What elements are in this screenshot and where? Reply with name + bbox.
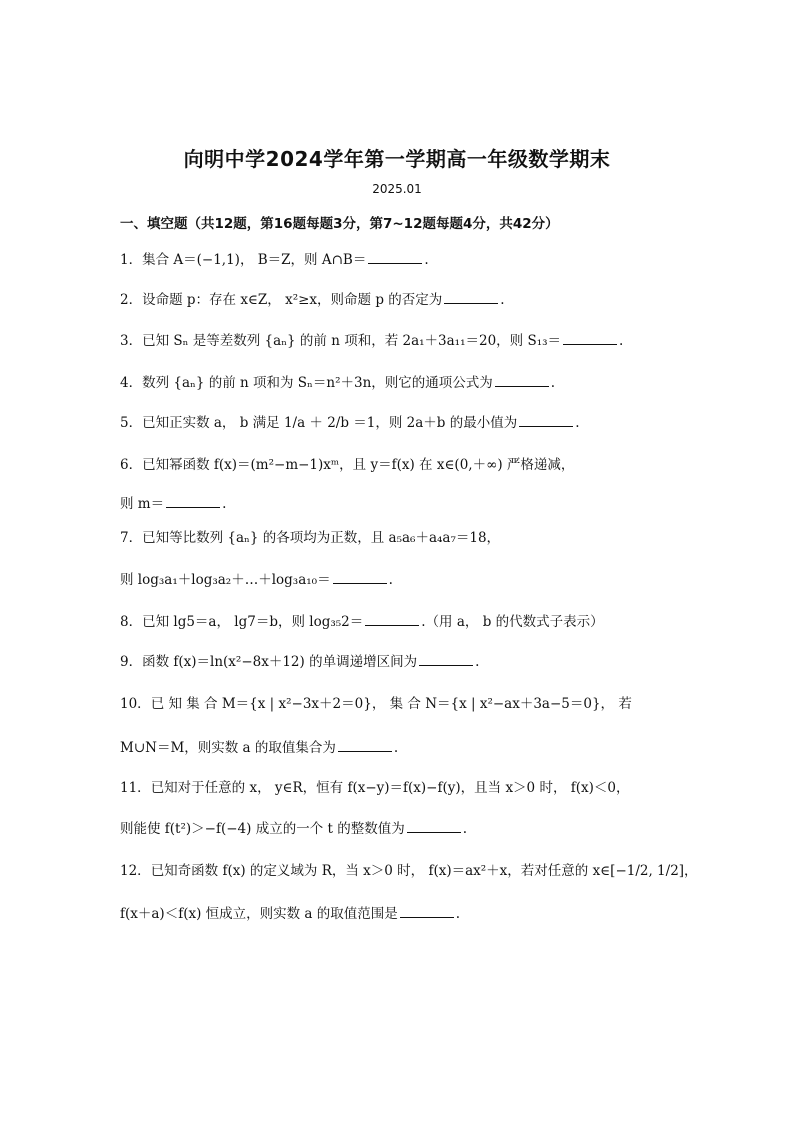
answer-blank [519,412,573,427]
question-text: 则 log₃a₁＋log₃a₂＋…＋log₃a₁₀＝ [120,572,331,588]
question-text: 集合 A＝(−1,1)， B＝Z，则 A∩B＝ [142,252,367,268]
question-12 [120,861,698,881]
answer-blank [338,737,392,752]
question-text: 已 知 集 合 M＝{x | x²−3x＋2＝0}， 集 合 N＝{x | x²−ax＋3a−5＝0}， 若 [150,696,632,712]
question-number: 12． [120,863,151,879]
question-number: 4． [120,375,143,391]
question-text: 设命题 p：存在 x∈Z， x²≥x，则命题 p 的否定为 [142,292,443,308]
question-text: 已知对于任意的 x， y∈R，恒有 f(x−y)＝f(x)−f(y)，且当 x＞0 时， f(x)＜0， [150,780,630,796]
question-6 [120,455,574,475]
answer-blank [444,289,498,304]
question-tail: . [424,252,429,268]
question-5 [120,412,580,433]
question-number: 1． [120,252,143,268]
question-text: 已知幂函数 f(x)＝(m²−m−1)xᵐ，且 y＝f(x) 在 x∈(0,＋∞) 严格递减， [142,457,575,473]
question-text: 数列 {aₙ} 的前 n 项和为 Sₙ＝n²＋3n，则它的通项公式为 [142,375,493,391]
question-tail: . [575,415,580,431]
question-tail: . [462,821,467,837]
answer-blank [407,818,461,833]
question-text: 则能使 f(t²)＞−f(−4) 成立的一个 t 的整数值为 [120,821,405,837]
section-heading: 一、填空题（共12题，第16题每题3分，第7~12题每题4分，共42分） [120,216,559,232]
question-text: 已知 lg5＝a， lg7＝b，则 log₃₅2＝ [142,614,364,630]
question-10-continued [120,737,398,758]
answer-blank [333,569,387,584]
question-tail: . [550,375,556,391]
answer-blank [400,903,454,918]
question-tail: . [455,906,461,922]
question-text: 已知等比数列 {aₙ} 的各项均为正数，且 a₅a₆＋a₄a₇＝18， [142,530,501,546]
question-number: 10． [120,696,151,712]
exam-title: 向明中学2024学年第一学期高一年级数学期末 [183,147,611,171]
question-text: M∪N＝M，则实数 a 的取值集合为 [120,740,336,756]
question-number: 9． [120,654,143,670]
question-number: 7． [120,530,143,546]
exam-date: 2025.01 [372,182,422,196]
question-text: 已知 Sₙ 是等差数列 {aₙ} 的前 n 项和，若 2a₁＋3a₁₁＝20，则 S₁₃＝ [142,333,562,349]
question-number: 11． [120,780,151,796]
question-8 [120,611,604,632]
answer-blank [495,372,549,387]
question-4 [120,372,555,393]
answer-blank [563,330,617,345]
question-6-continued [120,493,226,514]
question-11-continued [120,818,467,839]
question-7 [120,528,500,548]
question-3 [120,330,623,351]
question-2 [120,289,505,310]
question-text: 则 m＝ [120,496,165,512]
question-tail: . [619,333,624,349]
question-10 [120,694,632,714]
question-text: 函数 f(x)＝ln(x²−8x＋12) 的单调递增区间为 [142,654,418,670]
question-text: f(x＋a)＜f(x) 恒成立，则实数 a 的取值范围是 [120,906,398,922]
question-text: 已知正实数 a， b 满足 1/a ＋ 2/b ＝1，则 2a＋b 的最小值为 [142,415,518,431]
question-7-continued [120,569,393,590]
question-tail: .（用 a， b 的代数式子表示） [421,614,604,630]
question-tail: . [500,292,505,308]
question-number: 2． [120,292,143,308]
question-tail: . [475,654,480,670]
question-number: 6． [120,457,143,473]
question-9 [120,651,479,672]
question-number: 5． [120,415,143,431]
question-text: 已知奇函数 f(x) 的定义域为 R，当 x＞0 时， f(x)＝ax²＋x，若对任意的 x∈[−1/2, 1/2]， [150,863,698,879]
question-11 [120,778,629,798]
question-1 [120,249,429,270]
question-number: 3． [120,333,143,349]
question-tail: . [222,496,227,512]
question-12-continued [120,903,460,924]
question-tail: . [388,572,393,588]
answer-blank [166,493,220,508]
answer-blank [419,651,473,666]
question-tail: . [393,740,399,756]
answer-blank [365,611,419,626]
answer-blank [368,249,422,264]
question-number: 8． [120,614,143,630]
